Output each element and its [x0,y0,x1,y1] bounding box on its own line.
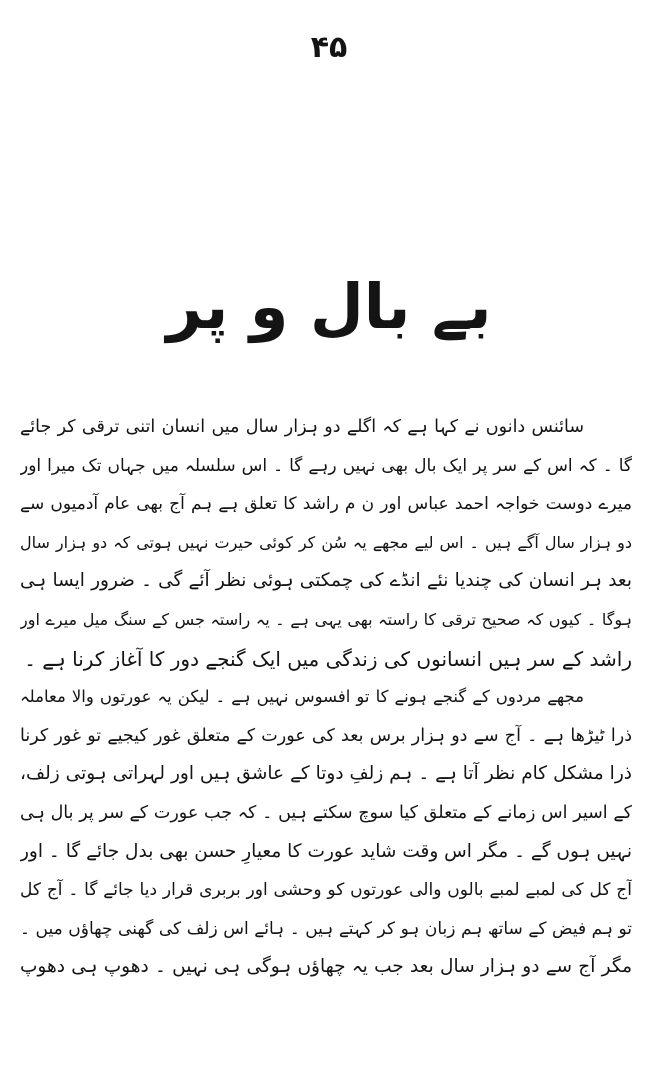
text-line: گا ۔ کہ اس کے سر پر ایک بال بھی نہیں رہے گا ۔ اس سلسلہ میں جہاں تک میرا اور [20,455,632,476]
text-line: ذرا مشکل کام نظر آتا ہے ۔ ہم زلفِ دوتا کے عاشق ہیں اور لہراتی ہوتی زلف، [20,763,632,785]
text-line: ہوگا ۔ کیوں کہ صحیح ترقی کا راستہ بھی یہی ہے ۔ یہ راستہ جس کے سنگ میل میرے اور [20,609,632,629]
text-line: بعد ہر انسان کی چندیا نئے انڈے کی چمکتی ہوئی نظر آئے گی ۔ ضرور ایسا ہی [20,570,632,592]
page-number: ۴۵ [310,30,348,65]
text-line: مجھے مردوں کے گنجے ہونے کا تو افسوس نہیں ہے ۔ لیکن یہ عورتوں والا معاملہ [20,687,584,707]
body-text [20,408,632,987]
chapter-title: بے بال و پر [166,270,492,343]
text-line: تو ہم فیض کے ساتھ ہم زبان ہو کر کہتے ہیں ۔ ہائے اس زلف کی گھنی چھاؤں میں ۔ [20,918,632,939]
text-line: میرے دوست خواجہ احمد عباس اور ن م راشد کا تعلق ہے ہم آج بھی عام آدمیوں سے [20,494,632,515]
text-line: نہیں ہوں گے ۔ مگر اس وقت شاید عورت کا معیارِ حسن بھی بدل جائے گا ۔ اور [20,840,632,862]
text-line: آج کل کی لمبے لمبے بالوں والی عورتوں کو وحشی اور بربری قرار دیا جائے گا ۔ آج کل [20,880,632,901]
text-line: مگر آج سے دو ہزار سال بعد جب یہ چھاؤں ہوگی ہی نہیں ۔ دھوپ ہی دھوپ [20,956,632,978]
text-line: کے اسیر اس زمانے کے متعلق کیا سوچ سکتے ہیں ۔ کہ جب عورت کے سر پر بال ہی [20,802,632,823]
text-line: راشد کے سر ہیں انسانوں کی زندگی میں ایک گنجے دور کا آغاز کرنا ہے ۔ [24,646,632,671]
text-line: سائنس دانوں نے کہا ہے کہ اگلے دو ہزار سال میں انسان اتنی ترقی کر جائے [20,417,584,437]
text-line: ذرا ٹیڑھا ہے ۔ آج سے دو ہزار برس بعد کی عورت کے متعلق غور کیجیے تو غور کرنا [20,725,632,746]
text-line: دو ہزار سال آگے ہیں ۔ اس لیے مجھے یہ سُن کر کوئی حیرت نہیں ہوتی کہ دو ہزار سال [20,532,632,552]
